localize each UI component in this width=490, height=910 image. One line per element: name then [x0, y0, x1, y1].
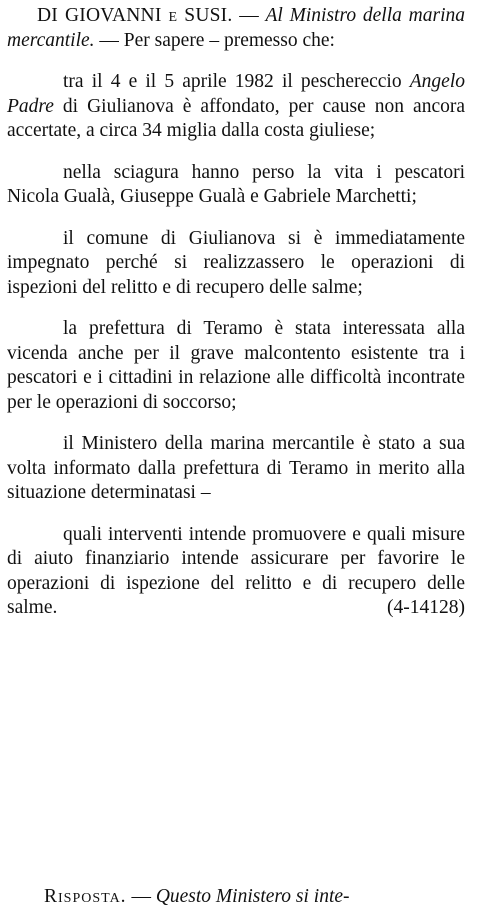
paragraph-question: quali interventi intende promuovere e quali misure di aiuto finanziario intende assicurare per favorire le operazioni di ispezione del relitto e di recupero delle salme. (4-14128) [7, 523, 465, 621]
document-body [7, 4, 465, 621]
vessel-name: Angelo Padre [7, 71, 465, 117]
paragraph-premise-2: nella sciagura hanno perso la vita i pescatori Nicola Gualà, Giuseppe Gualà e Gabriele Marchetti; [7, 161, 465, 207]
paragraph-premise-3: il comune di Giulianova si è immediatamente impegnato perché si realizzassero le operazioni di ispezioni del relitto e di recupero delle salme; [7, 227, 465, 298]
reference-number: (4-14128) [387, 597, 465, 618]
addressee: Al Ministro della marina mercantile. [7, 5, 466, 51]
paragraph-premise-5: il Ministero della marina mercantile è stato a sua volta informato dalla prefettura di Teramo in merito alla situazione determinatasi – [7, 433, 465, 503]
response-start: Risposta. — Questo Ministero si inte- [44, 886, 350, 907]
paragraph-premise-4: la prefettura di Teramo è stata interessata alla vicenda anche per il grave malcontento esistente tra i pescatori e i cittadini in relazione alle difficoltà incontrate per le operazioni di soccorso; [7, 318, 465, 413]
interrogation-header: DI GIOVANNI e SUSI. — Al Ministro della marina mercantile. — Per sapere – premesso che: [7, 5, 466, 51]
paragraph-premise-1: tra il 4 e il 5 aprile 1982 il peschereccio Angelo Padre di Giulianova è affondato, per cause non ancora accertate, a circa 34 miglia dalla costa giuliese; [7, 71, 465, 141]
response-text: Questo Ministero si inte- [155, 886, 350, 907]
intro-text: Per sapere – premesso che: [123, 29, 335, 51]
authors: DI GIOVANNI e SUSI. [37, 5, 233, 26]
response-label: Risposta. [44, 886, 127, 907]
